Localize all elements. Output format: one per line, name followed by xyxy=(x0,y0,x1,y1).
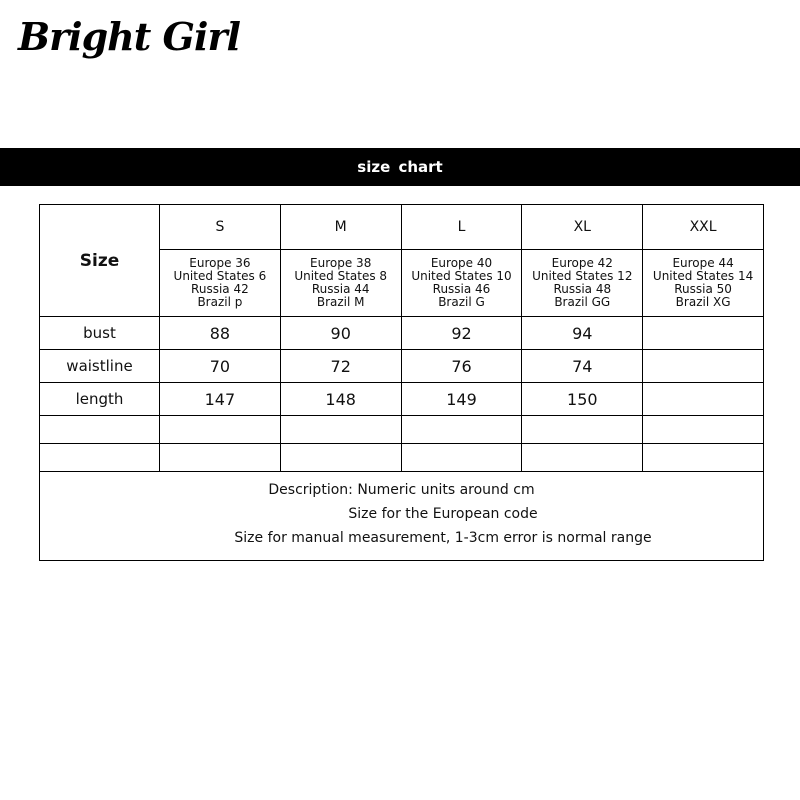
code-russia: Russia 42 xyxy=(191,282,249,296)
table-cell: 150 xyxy=(522,383,643,416)
size-chart-title: size chart xyxy=(357,158,443,176)
row-label: length xyxy=(40,383,160,416)
description-box xyxy=(40,472,764,561)
table-cell xyxy=(280,416,401,444)
size-name-m: M xyxy=(280,205,401,250)
table-cell xyxy=(522,416,643,444)
table-cell xyxy=(643,444,764,472)
table-cell xyxy=(40,444,160,472)
table-cell xyxy=(643,317,764,350)
table-cell xyxy=(643,383,764,416)
table-cell xyxy=(401,416,522,444)
code-russia: Russia 44 xyxy=(311,282,370,296)
code-brazil: Brazil p xyxy=(197,295,243,309)
size-codes-xl xyxy=(522,250,643,317)
description-line-3: Size for manual measurement, 1-3cm error is normal range xyxy=(234,530,652,546)
table-cell: 88 xyxy=(160,317,281,350)
size-name-s: S xyxy=(160,205,281,250)
table-cell: 70 xyxy=(160,350,281,383)
description-row xyxy=(40,472,764,561)
table-cell: 94 xyxy=(522,317,643,350)
description-line-2: Size for the European code xyxy=(348,506,538,522)
table-cell: 92 xyxy=(401,317,522,350)
code-brazil: Brazil G xyxy=(438,295,485,309)
code-brazil: Brazil GG xyxy=(554,295,611,309)
table-cell xyxy=(643,350,764,383)
size-codes-m xyxy=(280,250,401,317)
code-europe: Europe 44 xyxy=(672,256,734,270)
size-name-l: L xyxy=(401,205,522,250)
code-russia: Russia 46 xyxy=(432,282,491,296)
description-line-1 xyxy=(40,480,763,504)
table-cell xyxy=(401,444,522,472)
code-us: United States 6 xyxy=(173,269,267,283)
table-cell: 90 xyxy=(280,317,401,350)
table-cell: 148 xyxy=(280,383,401,416)
code-europe: Europe 40 xyxy=(430,256,493,270)
table-cell: 72 xyxy=(280,350,401,383)
table-cell xyxy=(40,416,160,444)
brand-logo: Bright Girl xyxy=(18,14,240,59)
size-heading: Size xyxy=(40,205,160,317)
row-label: waistline xyxy=(40,350,160,383)
table-cell xyxy=(160,444,281,472)
size-name-xxl: XXL xyxy=(643,205,764,250)
code-brazil: Brazil M xyxy=(316,295,365,309)
code-us: United States 10 xyxy=(411,269,512,283)
code-us: United States 14 xyxy=(652,269,754,283)
code-europe: Europe 36 xyxy=(189,256,251,270)
code-us: United States 12 xyxy=(532,269,633,283)
description-text: Numeric units around cm xyxy=(357,482,535,498)
row-length xyxy=(40,383,764,416)
description-label: Description: xyxy=(268,482,353,498)
row-waistline xyxy=(40,350,764,383)
table-cell xyxy=(280,444,401,472)
code-europe: Europe 38 xyxy=(310,256,372,270)
size-codes-xxl xyxy=(643,250,764,317)
code-europe: Europe 42 xyxy=(551,256,613,270)
row-label: bust xyxy=(40,317,160,350)
table-cell: 149 xyxy=(401,383,522,416)
table-cell: 147 xyxy=(160,383,281,416)
table-cell xyxy=(643,416,764,444)
code-russia: Russia 50 xyxy=(674,282,732,296)
size-chart-table xyxy=(39,204,764,561)
row-bust xyxy=(40,317,764,350)
table-cell xyxy=(522,444,643,472)
code-russia: Russia 48 xyxy=(553,282,612,296)
size-name-xl: XL xyxy=(522,205,643,250)
table-cell: 76 xyxy=(401,350,522,383)
code-brazil: Brazil XG xyxy=(675,295,731,309)
size-name-row xyxy=(40,205,764,250)
size-chart-header-bar xyxy=(0,148,800,186)
size-codes-s xyxy=(160,250,281,317)
table-cell xyxy=(160,416,281,444)
empty-row xyxy=(40,416,764,444)
empty-row xyxy=(40,444,764,472)
code-us: United States 8 xyxy=(294,269,388,283)
size-codes-l xyxy=(401,250,522,317)
table-cell: 74 xyxy=(522,350,643,383)
